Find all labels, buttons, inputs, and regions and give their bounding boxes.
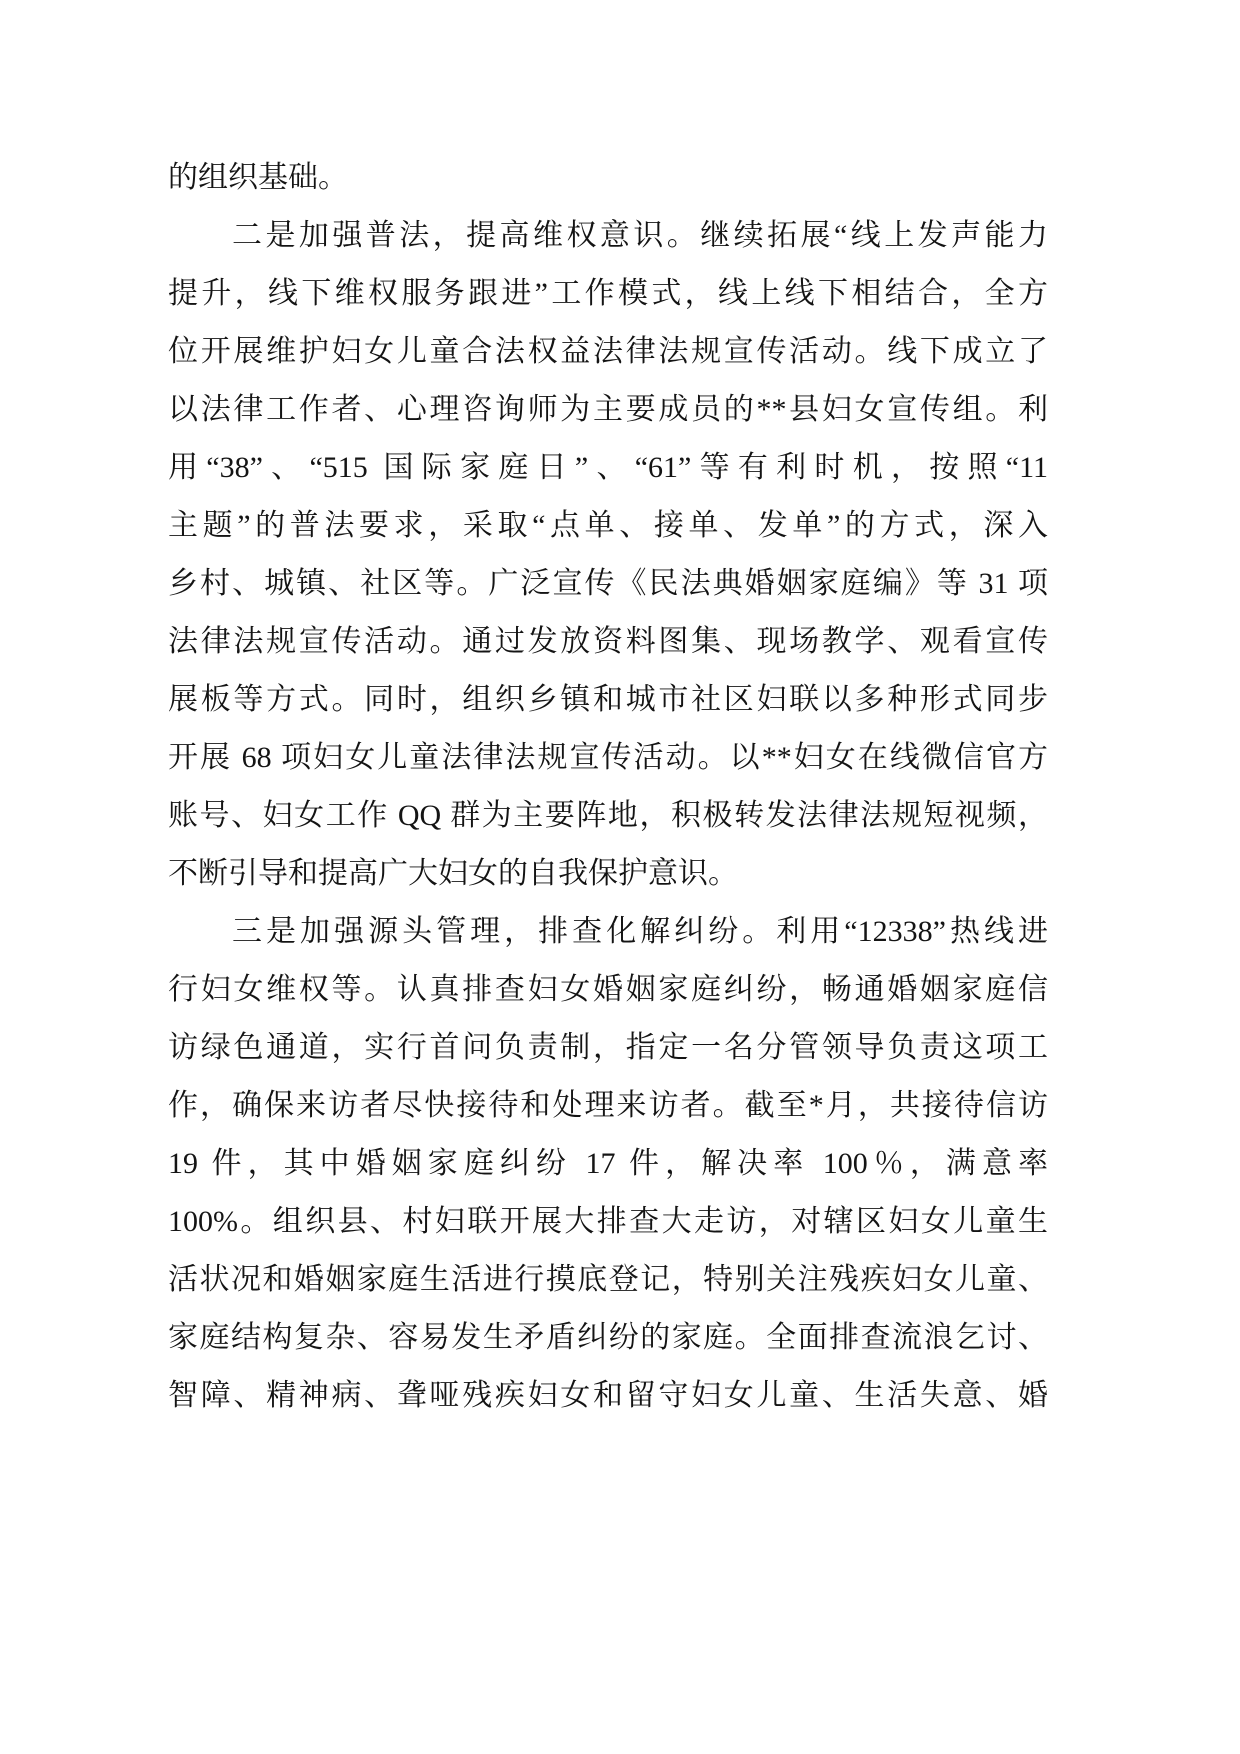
text-line: 访绿色通道，实行首问负责制，指定一名分管领导负责这项工 (168, 1031, 1048, 1064)
text-line: 位开展维护妇女儿童合法权益法律法规宣传活动。线下成立了 (168, 335, 1048, 368)
text-line: 智障、精神病、聋哑残疾妇女和留守妇女儿童、生活失意、婚 (168, 1379, 1048, 1412)
text-line: 法律法规宣传活动。通过发放资料图集、现场教学、观看宣传 (168, 625, 1048, 658)
text-line: 提升，线下维权服务跟进”工作模式，线上线下相结合，全方 (168, 277, 1048, 310)
text-line: 100%。组织县、村妇联开展大排查大走访，对辖区妇女儿童生 (168, 1205, 1048, 1238)
paragraph-legal-awareness (168, 207, 1048, 903)
paragraph-continuation (168, 149, 1048, 207)
text-line: 不断引导和提高广大妇女的自我保护意识。 (168, 857, 738, 890)
text-line: 行妇女维权等。认真排查妇女婚姻家庭纠纷，畅通婚姻家庭信 (168, 973, 1048, 1006)
document-page (168, 149, 1048, 1425)
text-line: 作，确保来访者尽快接待和处理来访者。截至*月，共接待信访 (168, 1089, 1048, 1122)
text-line: 主题”的普法要求，采取“点单、接单、发单”的方式，深入 (168, 509, 1048, 542)
text-line: 的组织基础。 (168, 161, 348, 194)
text-line: 19 件，其中婚姻家庭纠纷 17 件，解决率 100％，满意率 (168, 1147, 1048, 1180)
paragraph-source-management (168, 903, 1048, 1425)
text-line: 二是加强普法，提高维权意识。继续拓展“线上发声能力 (232, 219, 1048, 252)
text-line: 用“38”、“515 国际家庭日”、“61”等有利时机，按照“11 (168, 451, 1048, 484)
text-line: 乡村、城镇、社区等。广泛宣传《民法典婚姻家庭编》等 31 项 (168, 567, 1048, 600)
text-line: 三是加强源头管理，排查化解纠纷。利用“12338”热线进 (232, 915, 1048, 948)
text-line: 开展 68 项妇女儿童法律法规宣传活动。以**妇女在线微信官方 (168, 741, 1048, 774)
text-line: 账号、妇女工作 QQ 群为主要阵地，积极转发法律法规短视频， (168, 799, 1048, 832)
text-line: 以法律工作者、心理咨询师为主要成员的**县妇女宣传组。利 (168, 393, 1048, 426)
text-line: 家庭结构复杂、容易发生矛盾纠纷的家庭。全面排查流浪乞讨、 (168, 1321, 1048, 1354)
text-line: 活状况和婚姻家庭生活进行摸底登记，特别关注残疾妇女儿童、 (168, 1263, 1048, 1296)
text-line: 展板等方式。同时，组织乡镇和城市社区妇联以多种形式同步 (168, 683, 1048, 716)
